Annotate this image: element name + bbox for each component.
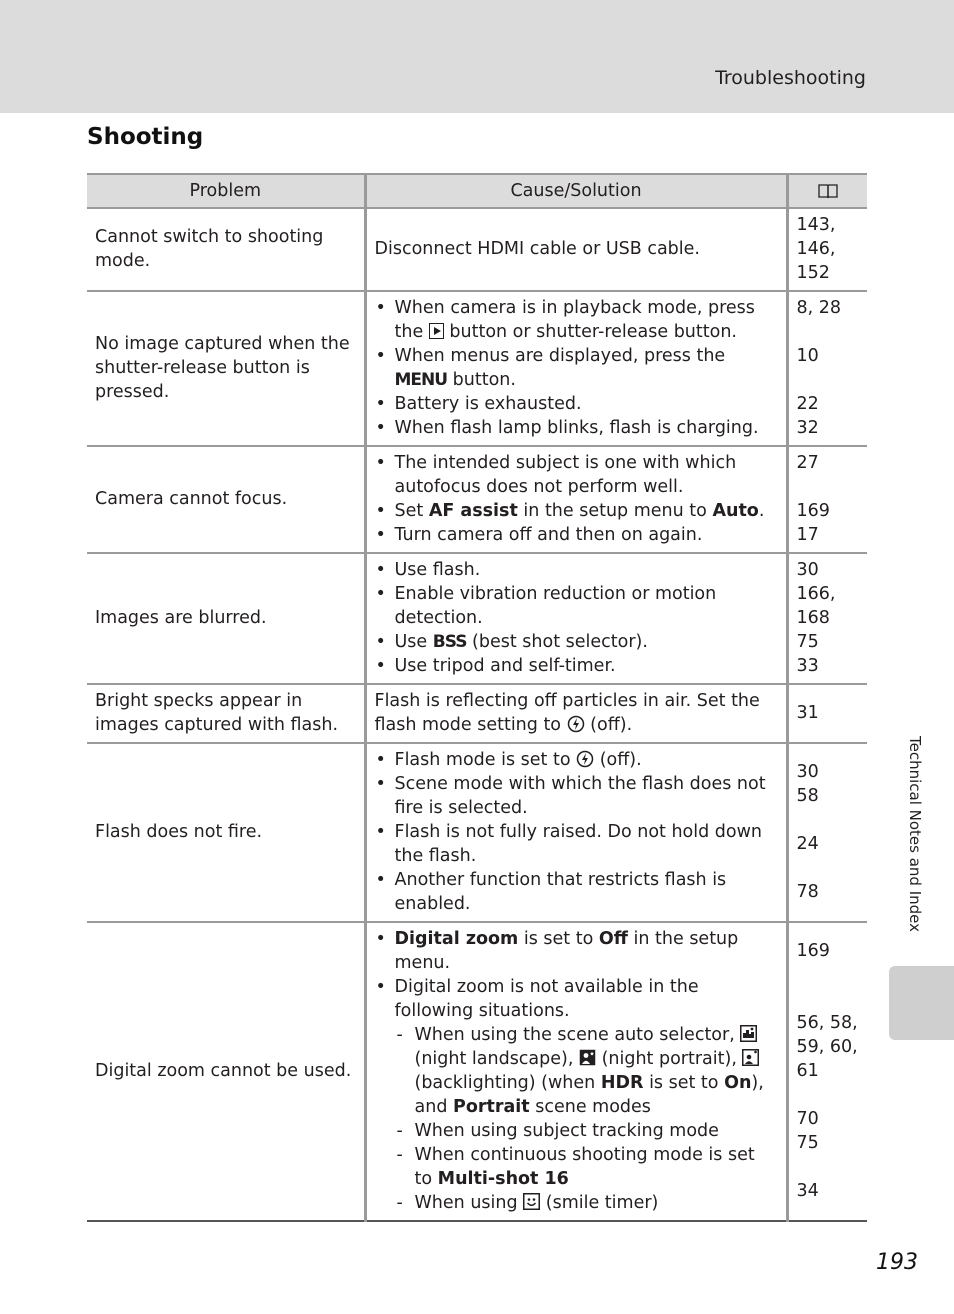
page-ref-cell: 8, 28 10 22 32 [787, 291, 867, 446]
flash-off-icon [567, 715, 585, 733]
table-row [87, 291, 867, 446]
page-ref-cell: 143, 146, 152 [787, 208, 867, 291]
table-row [87, 922, 867, 1221]
list-item: • When camera is in playback mode, press the button or shutter-release button. [375, 296, 778, 344]
list-item: • Scene mode with which the flash does not fire is selected. [375, 772, 778, 820]
cause-cell [365, 291, 787, 446]
sub-list-item: - When using subject tracking mode [395, 1119, 778, 1143]
problem-cell: Digital zoom cannot be used. [87, 922, 365, 1221]
table-row [87, 743, 867, 922]
list-item: • Battery is exhausted. [375, 392, 778, 416]
menu-button-icon: MENU [394, 370, 448, 390]
page-ref-cell: 31 [787, 684, 867, 743]
table-row [87, 446, 867, 553]
problem-cell: No image captured when the shutter-release button is pressed. [87, 291, 365, 446]
page-number: 193 [876, 1250, 918, 1275]
problem-cell: Camera cannot focus. [87, 446, 365, 553]
list-item: • Digital zoom is set to Off in the setup menu. [375, 927, 778, 975]
problem-cell: Images are blurred. [87, 553, 365, 684]
sub-list-item: - When using the scene auto selector, (night landscape), (night portrait), (backlighting) (when HDR is set to On), and Portrait scene modes [395, 1023, 778, 1119]
cause-cell: Flash is reflecting off particles in air. Set the flash mode setting to (off). [365, 684, 787, 743]
page-ref-cell: 30 166, 168 75 33 [787, 553, 867, 684]
sub-list-item: - When using (smile timer) [395, 1191, 778, 1215]
running-header: Troubleshooting [715, 67, 866, 89]
column-header-cause: Cause/Solution [365, 174, 787, 208]
list-item: • Enable vibration reduction or motion detection. [375, 582, 778, 630]
night-landscape-icon [740, 1025, 757, 1042]
book-reference-icon [817, 183, 839, 199]
smile-timer-icon [523, 1193, 540, 1210]
page-ref-cell: 169 56, 58, 59, 60, 61 70 75 34 [787, 922, 867, 1221]
bss-icon: BSS [432, 632, 467, 652]
list-item: • Use flash. [375, 558, 778, 582]
backlighting-icon [742, 1049, 759, 1066]
list-item: • Flash mode is set to (off). [375, 748, 778, 772]
problem-cell: Cannot switch to shooting mode. [87, 208, 365, 291]
column-header-problem: Problem [87, 174, 365, 208]
side-section-label: Technical Notes and Index [906, 736, 924, 933]
list-item: • Use tripod and self-timer. [375, 654, 778, 678]
column-header-page [787, 174, 867, 208]
problem-cell: Flash does not fire. [87, 743, 365, 922]
night-portrait-icon [579, 1049, 596, 1066]
list-item: • Another function that restricts flash is enabled. [375, 868, 778, 916]
cause-cell [365, 743, 787, 922]
list-item: • The intended subject is one with which autofocus does not perform well. [375, 451, 778, 499]
list-item: • When flash lamp blinks, flash is charging. [375, 416, 778, 440]
side-tab-marker [889, 966, 954, 1040]
cause-cell [365, 446, 787, 553]
list-item: • When menus are displayed, press the MENU button. [375, 344, 778, 392]
table-row [87, 684, 867, 743]
list-item: • Turn camera off and then on again. [375, 523, 778, 547]
list-item: • Use BSS (best shot selector). [375, 630, 778, 654]
list-item: • Set AF assist in the setup menu to Auto. [375, 499, 778, 523]
play-button-icon [429, 323, 444, 339]
table-row [87, 553, 867, 684]
problem-cell: Bright specks appear in images captured with flash. [87, 684, 365, 743]
table-header-row [87, 174, 867, 208]
list-item: • Flash is not fully raised. Do not hold down the flash. [375, 820, 778, 868]
header-band [0, 0, 954, 113]
flash-off-icon [576, 750, 594, 768]
cause-cell [365, 922, 787, 1221]
list-item: • Digital zoom is not available in the following situations. - When using the scene auto selector, (night landscape), (night portrait), (backlighting) (when HDR is set to On), and Portrait scene modes - When using subject tracking mode - When continuous shooting mode is set to Multi-shot 16 - When using (smile timer) [375, 975, 778, 1215]
page-ref-cell: 27 169 17 [787, 446, 867, 553]
table-row [87, 208, 867, 291]
sub-list-item: - When continuous shooting mode is set to Multi-shot 16 [395, 1143, 778, 1191]
page-ref-cell: 30 58 24 78 [787, 743, 867, 922]
troubleshooting-table [87, 173, 867, 1222]
section-title: Shooting [87, 124, 204, 150]
cause-cell [365, 553, 787, 684]
cause-cell: Disconnect HDMI cable or USB cable. [365, 208, 787, 291]
